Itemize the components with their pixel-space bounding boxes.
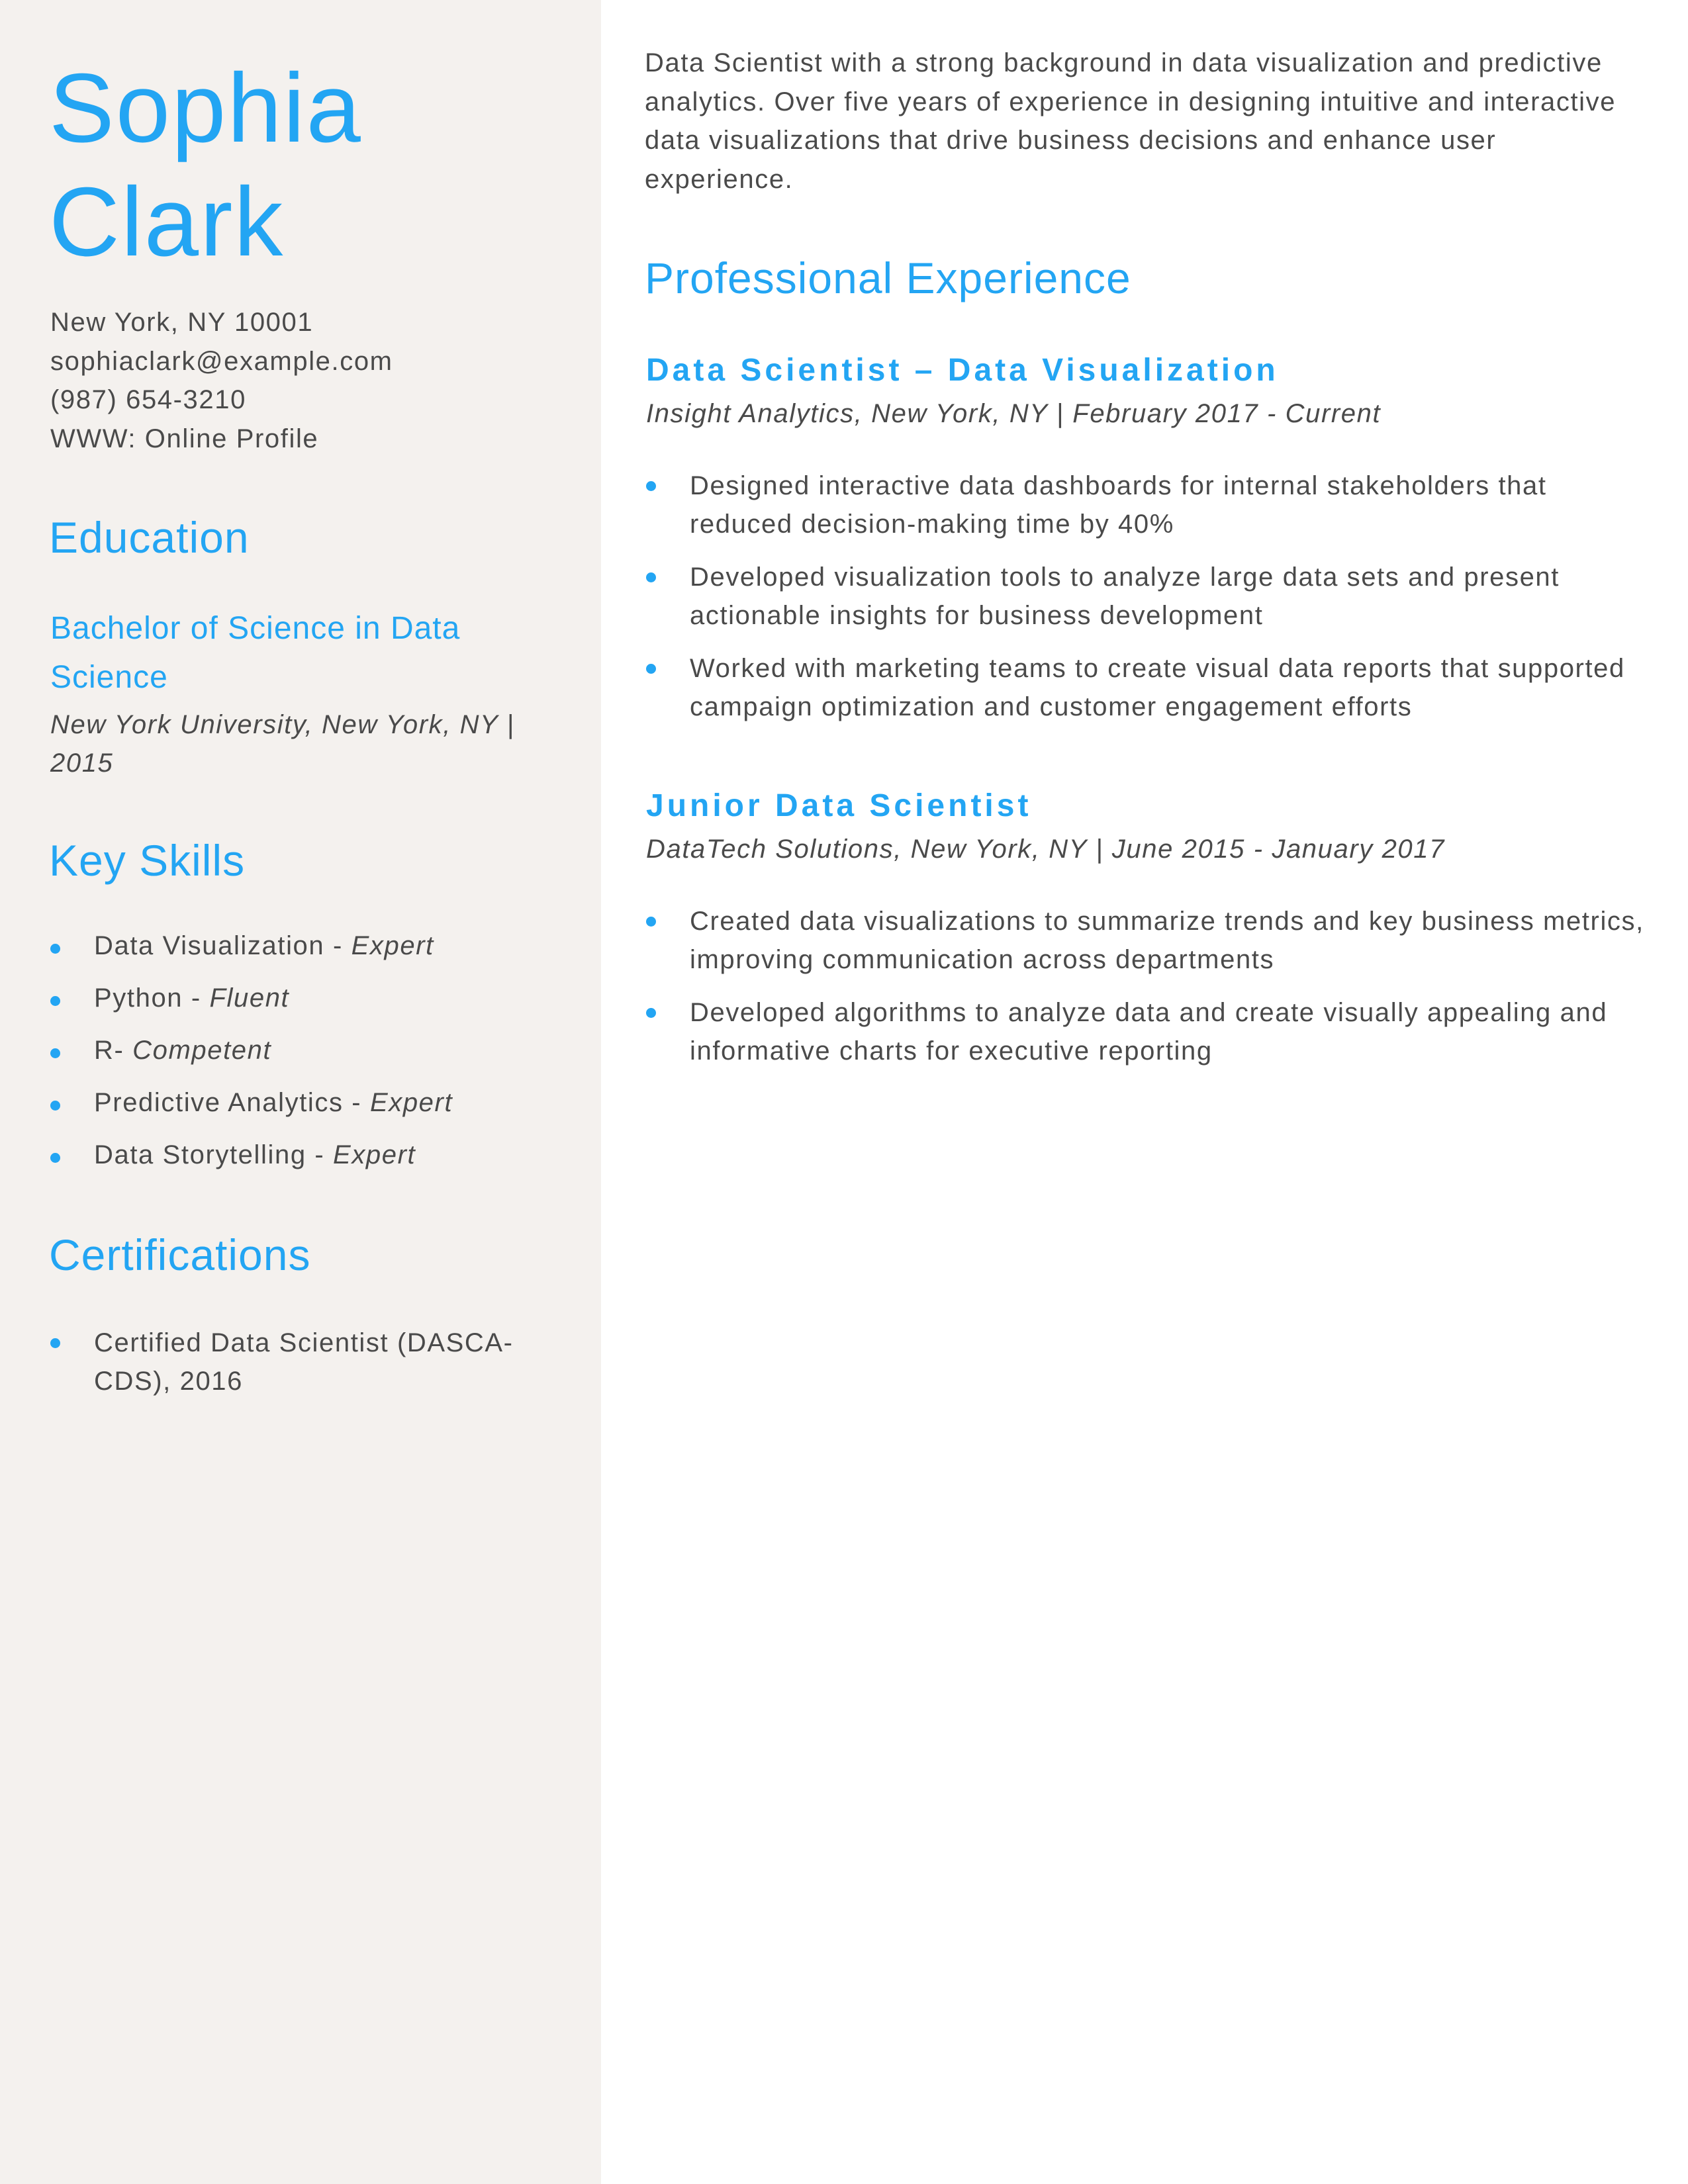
bullet-icon bbox=[646, 917, 656, 927]
list-item: Certified Data Scientist (DASCA-CDS), 2016 bbox=[50, 1324, 514, 1400]
phone: (987) 654-3210 bbox=[50, 385, 246, 414]
job-title: Data Scientist – Data Visualization bbox=[646, 353, 1279, 388]
job-bullets bbox=[646, 902, 1652, 1085]
list-item: R- Competent bbox=[50, 1034, 453, 1086]
first-name: Sophia bbox=[49, 54, 362, 163]
experience-heading: Professional Experience bbox=[645, 253, 1131, 302]
sidebar bbox=[0, 0, 601, 2184]
certifications-list bbox=[50, 1324, 514, 1400]
job-bullets bbox=[646, 467, 1652, 741]
email[interactable]: sophiaclark@example.com bbox=[50, 346, 393, 376]
list-item: Data Visualization - Expert bbox=[50, 929, 453, 981]
bullet-icon bbox=[50, 1338, 60, 1348]
education-heading: Education bbox=[49, 513, 250, 562]
bullet-icon bbox=[50, 944, 60, 954]
candidate-name bbox=[49, 52, 362, 279]
school: New York University, New York, NY | 2015 bbox=[50, 710, 515, 778]
list-item: Designed interactive data dashboards for internal stakeholders that reduced decision-making time by 40% bbox=[646, 467, 1652, 543]
list-item: Python - Fluent bbox=[50, 981, 453, 1034]
certifications-heading: Certifications bbox=[49, 1230, 311, 1279]
list-item: Developed visualization tools to analyze large data sets and present actionable insights for business development bbox=[646, 558, 1652, 635]
skills-heading: Key Skills bbox=[49, 836, 246, 885]
degree: Bachelor of Science in Data Science bbox=[50, 611, 461, 695]
summary: Data Scientist with a strong background in data visualization and predictive analytics. Over five years of experience in designing intuitive and interactive data visualizations that drive business decisions and enhance user experience. bbox=[645, 48, 1617, 194]
list-item: Predictive Analytics - Expert bbox=[50, 1086, 453, 1138]
bullet-icon bbox=[646, 1008, 656, 1018]
list-item: Created data visualizations to summarize trends and key business metrics, improving communication across departments bbox=[646, 902, 1652, 979]
address: New York, NY 10001 bbox=[50, 308, 314, 337]
bullet-icon bbox=[50, 1153, 60, 1163]
bullet-icon bbox=[50, 1048, 60, 1058]
job-meta: Insight Analytics, New York, NY | February 2017 - Current bbox=[646, 399, 1382, 428]
bullet-icon bbox=[646, 664, 656, 674]
bullet-icon bbox=[50, 1101, 60, 1111]
list-item: Worked with marketing teams to create visual data reports that supported campaign optimization and customer engagement efforts bbox=[646, 649, 1652, 726]
job-meta: DataTech Solutions, New York, NY | June 2015 - January 2017 bbox=[646, 835, 1445, 864]
job-title: Junior Data Scientist bbox=[646, 788, 1032, 823]
list-item: Developed algorithms to analyze data and create visually appealing and informative charts for executive reporting bbox=[646, 993, 1652, 1070]
last-name: Clark bbox=[49, 167, 285, 277]
bullet-icon bbox=[50, 996, 60, 1006]
bullet-icon bbox=[646, 572, 656, 582]
website-link[interactable]: WWW: Online Profile bbox=[50, 424, 319, 453]
contact-block bbox=[50, 303, 393, 458]
bullet-icon bbox=[646, 481, 656, 491]
main-content bbox=[601, 0, 1688, 2184]
list-item: Data Storytelling - Expert bbox=[50, 1138, 453, 1191]
skills-list bbox=[50, 929, 453, 1191]
